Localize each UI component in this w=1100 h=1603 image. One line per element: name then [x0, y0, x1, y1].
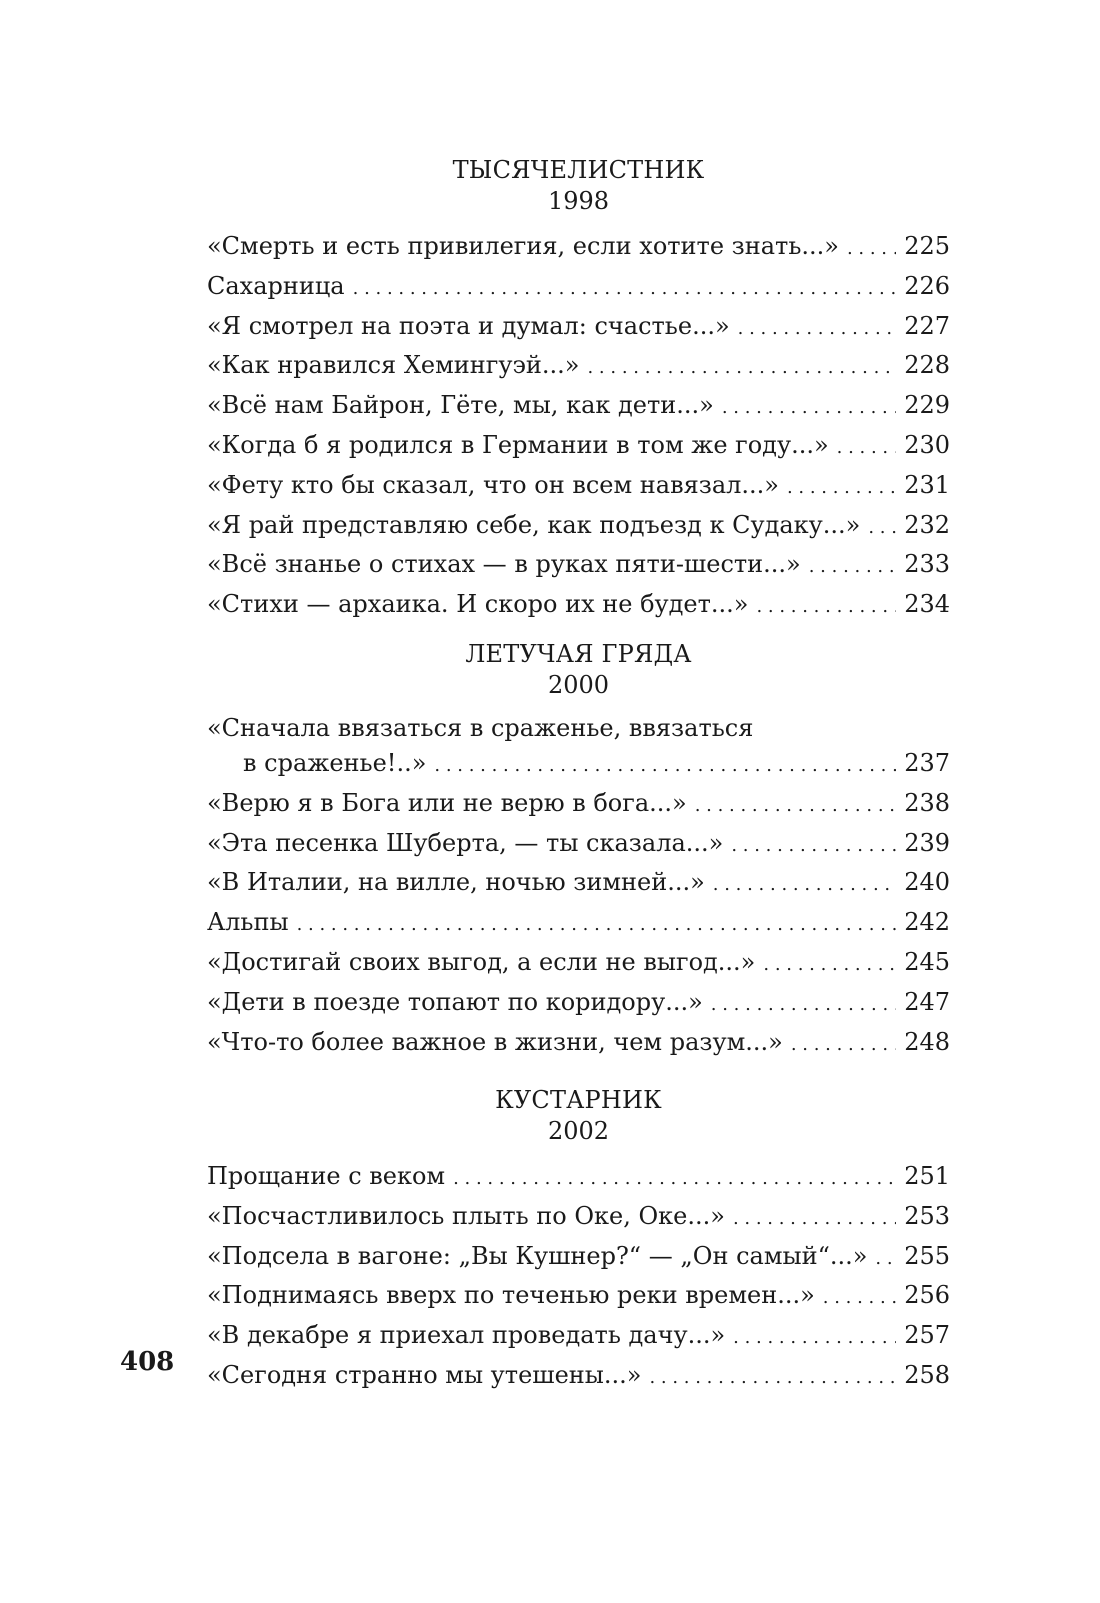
toc-entry[interactable]	[207, 268, 950, 308]
entry-title: «Фету кто бы сказал, что он всем навязал...»	[207, 470, 779, 499]
entry-page: 231	[904, 470, 950, 499]
dot-leader	[809, 549, 896, 586]
dot-leader	[713, 867, 896, 904]
toc-entry[interactable]	[207, 904, 950, 944]
entry-page: 257	[904, 1321, 950, 1350]
entry-title: «Когда б я родился в Германии в том же году...»	[207, 430, 829, 459]
entry-page: 239	[904, 828, 950, 857]
toc-entry[interactable]	[207, 1317, 950, 1357]
entry-title: «Смерть и есть привилегия, если хотите знать...»	[207, 232, 839, 260]
dot-leader	[731, 828, 896, 865]
section-year: 2002	[547, 1117, 610, 1145]
entry-page: 255	[904, 1241, 950, 1270]
entry-title: «Я рай представляю себе, как подъезд к Судаку...»	[207, 510, 861, 539]
dot-leader	[847, 231, 896, 268]
entry-title: «Как нравился Хемингуэй...»	[207, 351, 580, 380]
toc-entry[interactable]	[207, 1024, 950, 1064]
entry-title: Сахарница	[207, 271, 345, 300]
toc-entry[interactable]	[207, 347, 950, 387]
dot-leader	[823, 1280, 896, 1317]
entry-page: 237	[904, 749, 950, 777]
toc-entry[interactable]	[207, 864, 950, 904]
dot-leader	[353, 271, 897, 308]
dot-leader	[434, 748, 896, 785]
entry-page: 245	[904, 947, 950, 976]
dot-leader	[791, 1027, 896, 1064]
toc-entry[interactable]	[207, 427, 950, 467]
entry-title: «В Италии, на вилле, ночью зимней...»	[207, 868, 705, 897]
toc-entry[interactable]	[207, 825, 950, 865]
dot-leader	[868, 510, 896, 547]
entry-page: 238	[904, 788, 950, 817]
toc-entry[interactable]	[207, 1158, 950, 1198]
entry-page: 234	[904, 590, 950, 619]
toc-entry[interactable]	[207, 387, 950, 427]
dot-leader	[695, 788, 896, 825]
entry-page: 225	[904, 232, 950, 260]
section-title: ЛЕТУЧАЯ ГРЯДА	[465, 640, 692, 668]
entry-title: «Сегодня странно мы утешены...»	[207, 1360, 642, 1389]
section-year: 2000	[547, 671, 610, 699]
toc-entry[interactable]	[207, 1198, 950, 1238]
entry-title: «Достигай своих выгод, а если не выгод...»	[207, 947, 756, 976]
entry-page: 256	[904, 1281, 950, 1310]
dot-leader	[453, 1161, 896, 1198]
section-title: КУСТАРНИК	[495, 1086, 662, 1114]
toc-entry[interactable]	[207, 1277, 950, 1317]
entry-title-line1: «Сначала ввязаться в сраженье, ввязаться	[207, 714, 754, 742]
toc-entry[interactable]	[207, 228, 950, 268]
entry-page: 248	[904, 1027, 950, 1056]
toc-entry[interactable]	[207, 467, 950, 507]
entry-title: «Подсела в вагоне: „Вы Кушнер?“ — „Он самый“...»	[207, 1241, 868, 1270]
entry-title-line2: в сраженье!..»	[243, 749, 427, 777]
dot-leader	[738, 311, 897, 348]
dot-leader	[763, 947, 896, 984]
entry-title: «Эта песенка Шуберта, — ты сказала...»	[207, 828, 724, 857]
page-number: 408	[120, 1347, 175, 1377]
toc-entry[interactable]	[207, 712, 950, 785]
entry-title: «Поднимаясь вверх по теченью реки времен...»	[207, 1281, 815, 1310]
dot-leader	[837, 430, 897, 467]
entry-page: 258	[904, 1360, 950, 1389]
toc-section-2	[207, 638, 950, 1063]
dot-leader	[722, 390, 896, 427]
toc-entry[interactable]	[207, 785, 950, 825]
entry-page: 233	[904, 550, 950, 579]
entry-page: 232	[904, 510, 950, 539]
toc-entry[interactable]	[207, 1238, 950, 1278]
section-year: 1998	[547, 187, 610, 215]
entry-title: «Всё знанье о стихах — в руках пяти-шести...»	[207, 550, 801, 579]
dot-leader	[733, 1201, 896, 1238]
toc-entry[interactable]	[207, 586, 950, 626]
toc-entry[interactable]	[207, 308, 950, 348]
entry-page: 228	[904, 351, 950, 380]
toc-entry[interactable]	[207, 944, 950, 984]
entry-page: 253	[904, 1201, 950, 1230]
toc-entry[interactable]	[207, 546, 950, 586]
dot-leader	[756, 589, 896, 626]
entry-title: Прощание с веком	[207, 1162, 446, 1190]
entry-page: 227	[904, 311, 950, 340]
dot-leader	[733, 1320, 896, 1357]
dot-leader	[711, 987, 896, 1024]
entry-title: «Я смотрел на поэта и думал: счастье...»	[207, 311, 730, 340]
section-title: ТЫСЯЧЕЛИСТНИК	[452, 156, 705, 184]
entry-title: «Стихи — архаика. И скоро их не будет...»	[207, 590, 749, 619]
entry-title: «Что-то более важное в жизни, чем разум...»	[207, 1027, 783, 1056]
entry-title: «Посчастливилось плыть по Оке, Оке...»	[207, 1201, 725, 1230]
dot-leader	[787, 470, 896, 507]
entry-page: 240	[904, 868, 950, 897]
entry-title: «Дети в поезде топают по коридору...»	[207, 987, 703, 1016]
entry-title: «В декабре я приехал проведать дачу...»	[207, 1321, 726, 1350]
dot-leader	[875, 1241, 896, 1278]
entry-page: 247	[904, 987, 950, 1016]
toc-section-1	[207, 154, 950, 626]
entry-title: «Всё нам Байрон, Гёте, мы, как дети...»	[207, 391, 714, 420]
toc-section-3	[207, 1084, 950, 1397]
entry-page: 251	[904, 1162, 950, 1190]
entry-page: 229	[904, 391, 950, 420]
entry-title: Альпы	[207, 908, 289, 937]
dot-leader	[297, 907, 897, 944]
toc-entry[interactable]	[207, 1357, 950, 1397]
entry-title: «Верю я в Бога или не верю в бога...»	[207, 788, 687, 817]
dot-leader	[587, 350, 896, 387]
entry-page: 242	[904, 908, 950, 937]
entry-page: 230	[904, 430, 950, 459]
dot-leader	[649, 1360, 896, 1397]
entry-page: 226	[904, 271, 950, 300]
toc-entry[interactable]	[207, 507, 950, 547]
toc-entry[interactable]	[207, 984, 950, 1024]
